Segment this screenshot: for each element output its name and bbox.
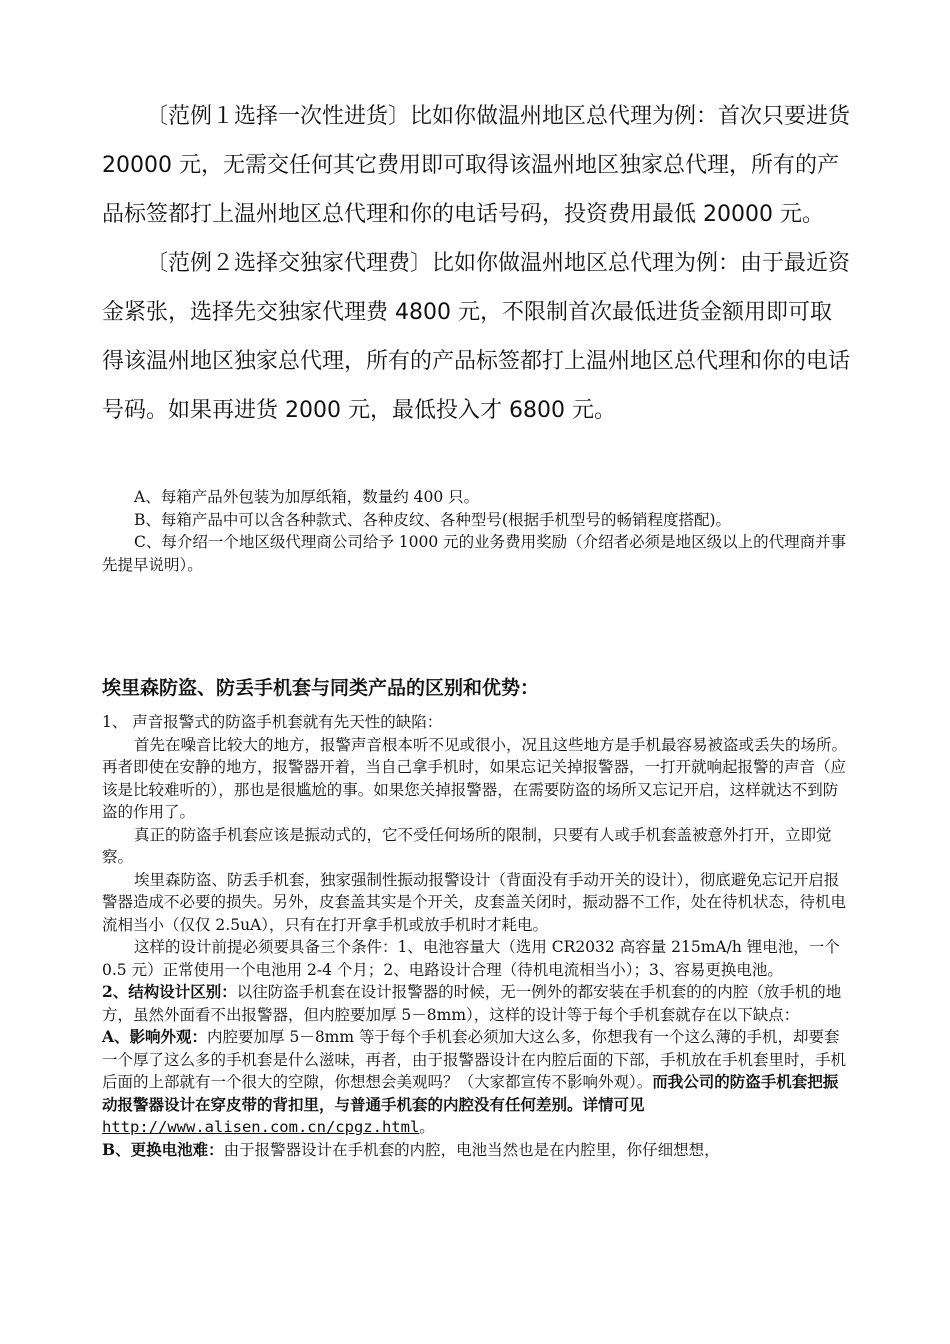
point-a-emphasis: 而我公司的防盗手机套把振动报警器设计在穿皮带的背扣里，与普通手机套的内腔没有任何差别。详情可见 [102,1072,839,1114]
example-2-paragraph: 〔范例２选择交独家代理费〕比如你做温州地区总代理为例：由于最近资金紧张，选择先交独家代理费 4800 元，不限制首次最低进货金额用即可取得该温州地区独家总代理，所有的产品标签都打上温州地区总代理和你的电话号码。如果再进货 2000 元，最低投入才 6800 元。 [102,251,851,423]
section-title: 埃里森防盗、防丢手机套与同类产品的区别和优势： [102,677,540,699]
design-paragraph: 埃里森防盗、防丢手机套，独家强制性振动报警设计（背面没有手动开关的设计），彻底避免忘记开启报警器造成不必要的损失。另外，皮套盖其实是个开关，皮套盖关闭时，振动器不工作，处在待机状态，待机电流相当小（仅仅 2.5uA），只有在打开拿手机或放手机时才耗电。 [102,870,847,934]
point-2-paragraph [102,981,852,1026]
point-2-label: 2、结构设计区别： [102,982,237,1001]
point-a-body: 内腔要加厚 5－8mm 等于每个手机套必须加大这么多，你想我有一个这么薄的手机，却要套一个厚了这么多的手机套是什么滋味，再者，由于报警器设计在内腔后面的下部，手机放在手机套里时，手机后面的上部就有一个很大的空隙，你想想会美观吗？（大家都宣传不影响外观）。 [102,1028,847,1091]
comparison-body [102,711,852,1161]
conditions-paragraph: 这样的设计前提必须要具备三个条件：1、电池容量大（选用 CR2032 高容量 215mA/h 锂电池，一个 0.5 元）正常使用一个电池用 2-4 个月；2、电路设计合理（待机电流相当小）；3、容易更换电池。 [102,938,840,979]
vibration-paragraph: 真正的防盗手机套应该是振动式的，它不受任何场所的限制，只要有人或手机套盖被意外打开，立即觉察。 [102,825,832,866]
product-link[interactable]: http://www.alisen.com.cn/cpgz.html [102,1118,420,1136]
notes-list [102,486,852,576]
point-1-body: 首先在噪音比较大的地方，报警声音根本听不见或很小，况且这些地方是手机最容易被盗或丢失的场所。再者即使在安静的地方，报警器开着，当自己拿手机时，如果忘记关掉报警器，一打开就响起报警的声音（应该是比较难听的），那也是很尴尬的事。如果您关掉报警器，在需要防盗的场所又忘记开启，这样就达不到防盗的作用了。 [102,735,848,821]
point-2-body: 以往防盗手机套在设计报警器的时候，无一例外的都安装在手机套的的内腔（放手机的地方，虽然外面看不出报警器，但内腔要加厚 5－8mm），这样的设计等于每个手机套就存在以下缺点： [102,983,842,1024]
example-1-paragraph: 〔范例１选择一次性进货〕比如你做温州地区总代理为例：首次只要进货 20000 元，无需交任何其它费用即可取得该温州地区独家总代理，所有的产品标签都打上温州地区总代理和你的电话号码，投资费用最低 20000 元。 [102,104,851,227]
point-a-end: 。 [419,1118,435,1136]
note-a: A、每箱产品外包装为加厚纸箱，数量约 400 只。 [134,488,480,506]
note-c: C、每介绍一个地区级代理商公司给予 1000 元的业务费用奖励（介绍者必须是地区级以上的代理商并事先提早说明）。 [102,533,847,574]
point-b-body: 由于报警器设计在手机套的内腔，电池当然也是在内腔里，你仔细想想， [223,1140,720,1159]
point-b-paragraph [102,1139,852,1162]
point-1-heading: 1、 声音报警式的防盗手机套就有先天性的缺陷： [102,713,443,731]
pricing-examples [102,92,852,435]
point-a-label: A、影响外观： [102,1027,208,1046]
point-b-label: B、更换电池难： [102,1139,224,1159]
point-a-paragraph [102,1026,852,1139]
note-b: B、每箱产品中可以含各种款式、各种皮纹、各种型号(根据手机型号的畅销程度搭配)。 [134,510,731,529]
